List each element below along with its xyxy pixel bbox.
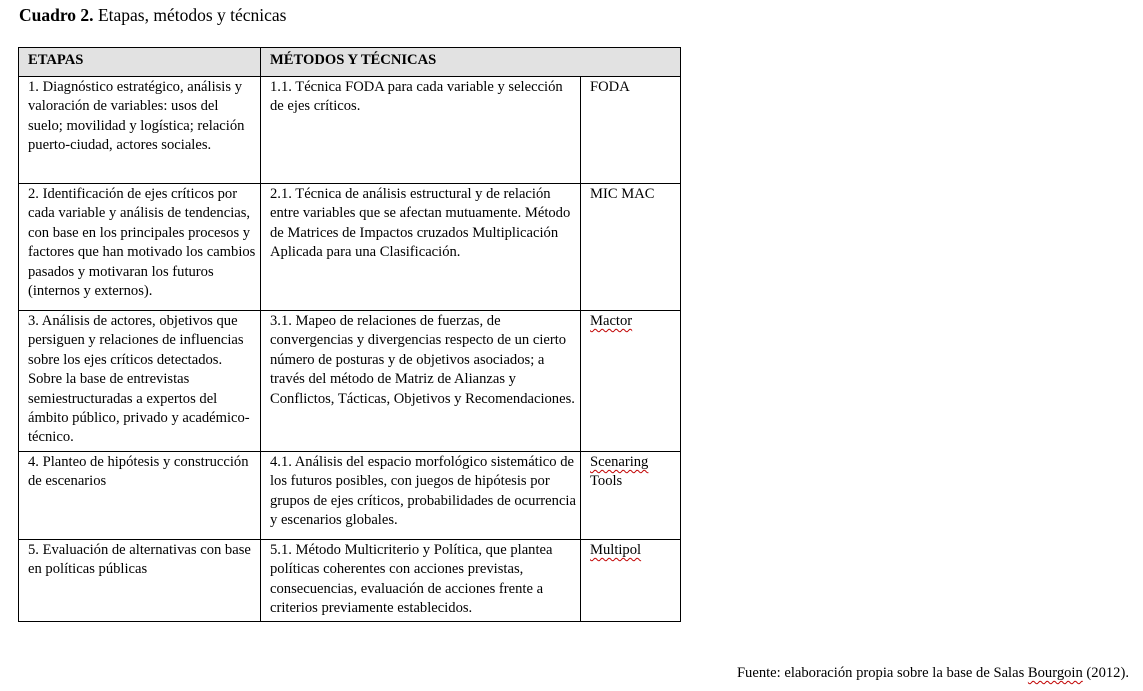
table-row	[19, 451, 681, 539]
table-row	[19, 184, 681, 311]
header-metodos: MÉTODOS Y TÉCNICAS	[261, 48, 681, 77]
cell-tool: MIC MAC	[581, 184, 681, 311]
table-row	[19, 311, 681, 452]
cell-etapa: 2. Identificación de ejes críticos por cada variable y análisis de tendencias, con base en los principales procesos y factores que han motivado los cambios pasados y motivaran los futuros (internos y externos).	[19, 184, 261, 311]
cell-tool	[581, 451, 681, 539]
cell-metodo: 2.1. Técnica de análisis estructural y de relación entre variables que se afectan mutuamente. Método de Matrices de Impactos cruzados Multiplicación Aplicada para una Clasificación.	[261, 184, 581, 311]
cell-tool: FODA	[581, 77, 681, 184]
cell-metodo: 3.1. Mapeo de relaciones de fuerzas, de convergencias y divergencias respecto de un cierto número de posturas y de objetivos asociados; a través del método de Matriz de Alianzas y Conflictos, Tácticas, Objetivos y Recomendaciones.	[261, 311, 581, 452]
table-header-row	[19, 48, 681, 77]
source-suffix: (2012).	[1082, 665, 1129, 681]
cell-etapa: 5. Evaluación de alternativas con base en políticas públicas	[19, 539, 261, 622]
table-row	[19, 539, 681, 622]
table-caption	[19, 5, 287, 25]
source-prefix: Fuente: elaboración propia sobre la base de Salas	[736, 665, 1028, 681]
source-note	[737, 664, 1129, 683]
caption-label: Cuadro 2.	[19, 5, 94, 25]
tool-name-line1: Scenaring	[590, 453, 649, 470]
cell-etapa: 3. Análisis de actores, objetivos que persiguen y relaciones de influencias sobre los ejes críticos detectados. Sobre la base de entrevistas semiestructuradas a expertos del ámbito público, privado y académico-técnico.	[19, 311, 261, 452]
tool-name: Mactor	[590, 313, 633, 329]
tool-name: Multipol	[590, 541, 642, 558]
caption-title: Etapas, métodos y técnicas	[93, 5, 287, 25]
header-etapas: ETAPAS	[19, 48, 261, 77]
table-row	[19, 77, 681, 184]
tool-name-line2: Tools	[590, 473, 623, 490]
cell-metodo: 4.1. Análisis del espacio morfológico sistemático de los futuros posibles, con juegos de hipótesis por grupos de ejes críticos, probabilidades de ocurrencia y escenarios globales.	[261, 451, 581, 539]
cell-metodo: 1.1. Técnica FODA para cada variable y selección de ejes críticos.	[261, 77, 581, 184]
stages-methods-table	[18, 47, 681, 622]
cell-tool	[581, 311, 681, 452]
cell-etapa: 1. Diagnóstico estratégico, análisis y valoración de variables: usos del suelo; movilidad y logística; relación puerto-ciudad, actores sociales.	[19, 77, 261, 184]
cell-metodo: 5.1. Método Multicriterio y Política, que plantea políticas coherentes con acciones previstas, consecuencias, evaluación de acciones frente a criterios previamente establecidos.	[261, 539, 581, 622]
cell-etapa: 4. Planteo de hipótesis y construcción de escenarios	[19, 451, 261, 539]
cell-tool	[581, 539, 681, 622]
source-author: Bourgoin	[1027, 665, 1083, 681]
